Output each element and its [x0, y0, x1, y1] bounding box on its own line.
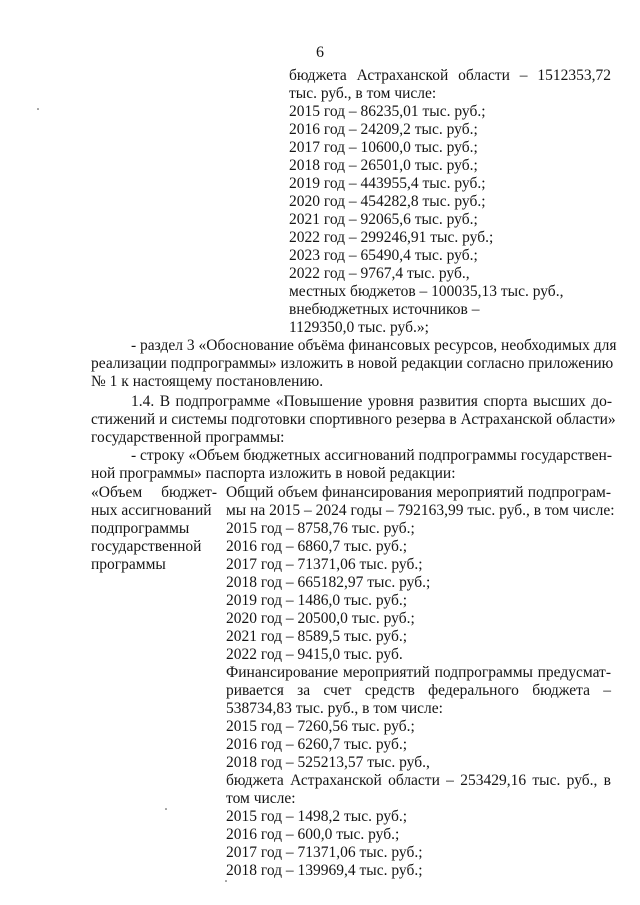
- text-line: 2022 год – 9767,4 тыс. руб.,: [289, 265, 470, 282]
- row-value-line: ривается за счет средств федерального бюджета –: [226, 682, 611, 699]
- row-value-line: 2015 год – 1498,2 тыс. руб.;: [226, 808, 408, 825]
- text-line: - раздел 3 «Обоснование объёма финансовых ресурсов, необходимых для: [131, 337, 617, 354]
- row-value-line: Общий объем финансирования мероприятий подпрограм-: [226, 484, 611, 501]
- row-value-line: 2018 год – 665182,97 тыс. руб.;: [226, 574, 431, 591]
- row-value-line: 2017 год – 71371,06 тыс. руб.;: [226, 844, 423, 861]
- scan-speck: [37, 108, 39, 110]
- text-line: № 1 к настоящему постановлению.: [91, 373, 324, 390]
- row-value-line: 2016 год – 6860,7 тыс. руб.;: [226, 538, 408, 555]
- row-label-line: программы: [91, 556, 166, 573]
- row-value-line: 538734,83 тыс. руб., в том числе:: [226, 700, 443, 717]
- text-line: 1.4. В подпрограмме «Повышение уровня развития спорта высших до-: [131, 393, 612, 410]
- row-value-line: 2016 год – 6260,7 тыс. руб.;: [226, 736, 408, 753]
- row-value-line: 2018 год – 139969,4 тыс. руб.;: [226, 862, 423, 879]
- text-line: 2023 год – 65490,4 тыс. руб.;: [289, 247, 478, 264]
- row-value-line: 2017 год – 71371,06 тыс. руб.;: [226, 556, 423, 573]
- text-line: 2022 год – 299246,91 тыс. руб.;: [289, 229, 494, 246]
- row-value-line: 2015 год – 8758,76 тыс. руб.;: [226, 520, 415, 537]
- row-label-line: ных ассигнований: [91, 502, 212, 519]
- text-line: ной программы» паспорта изложить в новой редакции:: [91, 465, 456, 482]
- text-line: - строку «Объем бюджетных ассигнований подпрограммы государствен-: [131, 447, 612, 464]
- text-line: реализации подпрограммы» изложить в новой редакции согласно приложению: [91, 355, 614, 372]
- row-value-line: том числе:: [226, 790, 296, 807]
- text-line: 2019 год – 443955,4 тыс. руб.;: [289, 175, 486, 192]
- text-line: местных бюджетов – 100035,13 тыс. руб.,: [289, 283, 564, 300]
- text-line: 2016 год – 24209,2 тыс. руб.;: [289, 121, 478, 138]
- text-line: 1129350,0 тыс. руб.»;: [289, 319, 429, 336]
- text-line: 2017 год – 10600,0 тыс. руб.;: [289, 139, 478, 156]
- row-value-line: 2018 год – 525213,57 тыс. руб.,: [226, 754, 430, 771]
- text-line: стижений и системы подготовки спортивного резерва в Астраханской области»: [91, 411, 616, 428]
- text-line: тыс. руб., в том числе:: [289, 85, 437, 102]
- text-line: 2015 год – 86235,01 тыс. руб.;: [289, 103, 486, 120]
- row-value-line: 2016 год – 600,0 тыс. руб.;: [226, 826, 400, 843]
- row-value-line: 2020 год – 20500,0 тыс. руб.;: [226, 610, 415, 627]
- row-label-line: подпрограммы: [91, 520, 190, 537]
- row-label-line: «Объем бюджет-: [91, 484, 217, 501]
- row-value-line: 2015 год – 7260,56 тыс. руб.;: [226, 718, 415, 735]
- row-value-line: мы на 2015 – 2024 годы – 792163,99 тыс. руб., в том числе:: [226, 502, 615, 519]
- page-number: 6: [316, 44, 324, 61]
- row-value-line: 2021 год – 8589,5 тыс. руб.;: [226, 628, 408, 645]
- text-line: 2021 год – 92065,6 тыс. руб.;: [289, 211, 478, 228]
- row-value-line: Финансирование мероприятий подпрограммы предусмат-: [226, 664, 611, 681]
- text-line: бюджета Астраханской области – 1512353,72: [289, 67, 611, 84]
- row-value-line: 2019 год – 1486,0 тыс. руб.;: [226, 592, 408, 609]
- text-line: внебюджетных источников –: [289, 301, 480, 318]
- scan-speck: [165, 808, 167, 810]
- row-value-line: бюджета Астраханской области – 253429,16 тыс. руб., в: [226, 772, 611, 789]
- row-label-line: государственной: [91, 538, 202, 555]
- scan-speck: [225, 880, 227, 882]
- text-line: 2018 год – 26501,0 тыс. руб.;: [289, 157, 478, 174]
- text-line: 2020 год – 454282,8 тыс. руб.;: [289, 193, 486, 210]
- row-value-line: 2022 год – 9415,0 тыс. руб.: [226, 646, 403, 663]
- text-line: государственной программы:: [91, 429, 285, 446]
